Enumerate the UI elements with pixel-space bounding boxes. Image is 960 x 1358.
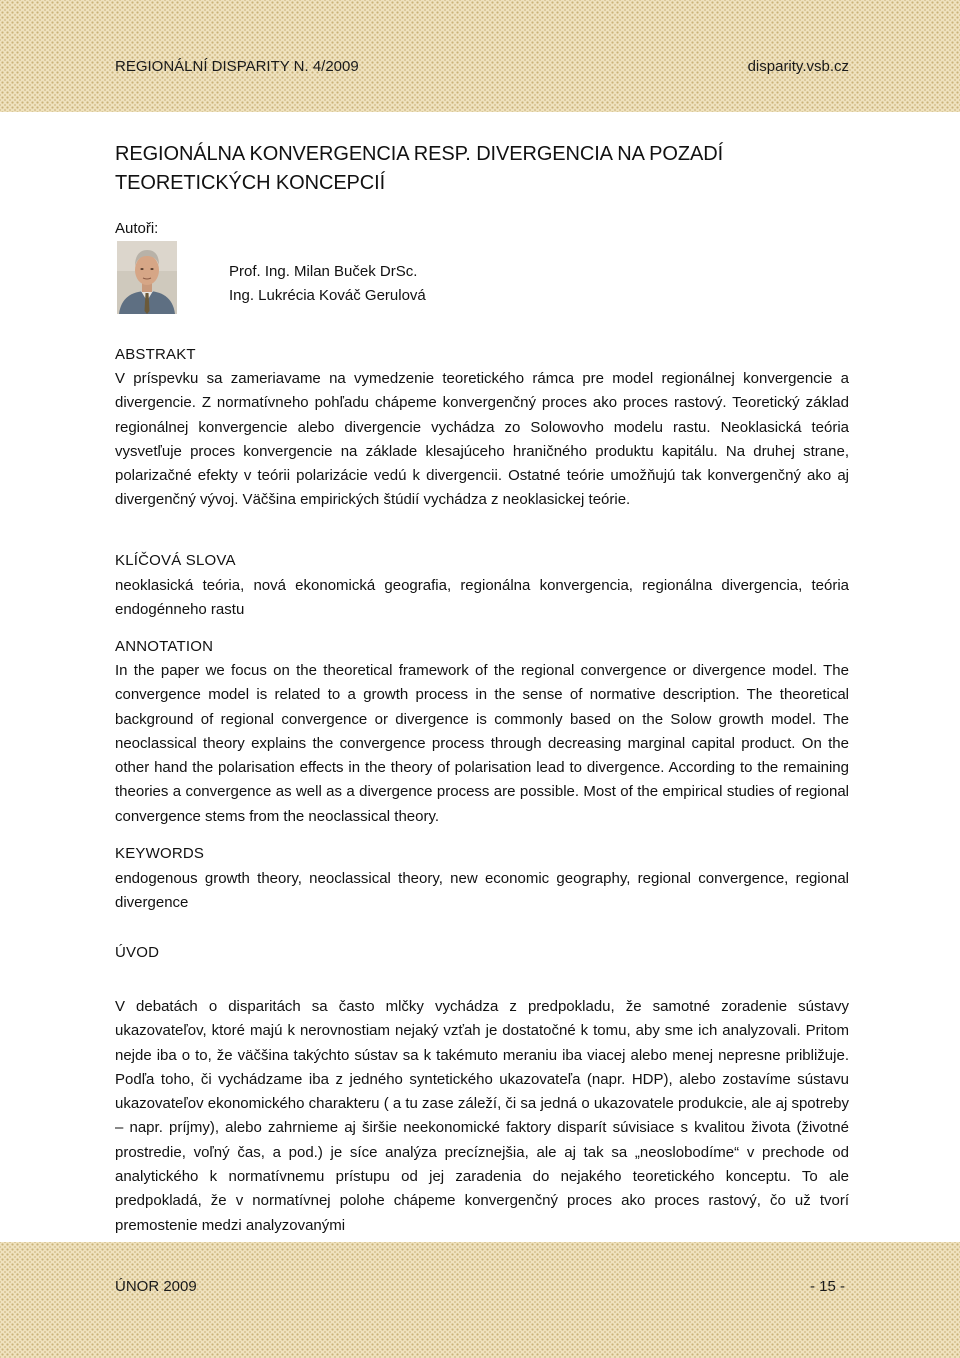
annotation-heading: ANNOTATION xyxy=(115,638,214,655)
keywords-sk-heading: KLÍČOVÁ SLOVA xyxy=(115,552,236,569)
author-photo xyxy=(117,241,177,314)
portrait-photo-icon xyxy=(117,241,177,314)
author-1: Prof. Ing. Milan Buček DrSc. xyxy=(229,263,418,280)
keywords-en-heading: KEYWORDS xyxy=(115,845,205,862)
header-band xyxy=(0,0,960,112)
intro-text: V debatách o disparitách sa často mlčky vychádza z predpokladu, že samotné zoradenie sústavy ukazovateľov, ktoré majú k nerovnostiam nejaký vzťah je dostatočné k tomu, aby sme ich analyzovali. Pritom nejde iba o to, že väčšina takýchto sústav sa k takémuto meraniu iba viacej alebo menej nepresne približuje. Podľa toho, či vychádzame iba z jedného syntetického ukazovateľa (napr. HDP), alebo zostavíme sústavu ukazovateľov ekonomického charakteru ( a tu zase záleží, či sa jedná o ukazovatele produkcie, ale aj spotreby – napr. príjmy), alebo zahrnieme aj širšie neekonomické faktory disparít súvisiace s kvalitou života (životné prostredie, voľný čas, a pod.) je síce analýza precíznejšia, ale aj tak sa „neoslobodíme“ v prechode od analytického k normatívnemu prístupu od jej zaradenia do nejakého teoretického konceptu. To ale predpokladá, že v normatívnej polohe chápeme konvergenčný proces ako proces rastový, čo už tvorí premostenie medzi analyzovanými xyxy=(115,998,849,1234)
footer-date: ÚNOR 2009 xyxy=(115,1278,197,1295)
keywords-sk-text: neoklasická teória, nová ekonomická geografia, regionálna konvergencia, regionálna divergencia, teória endogénneho rastu xyxy=(115,577,849,619)
website-link[interactable]: disparity.vsb.cz xyxy=(747,58,849,75)
abstract-text: V príspevku sa zameriavame na vymedzenie teoretického rámca pre model regionálnej konvergencie a divergencie. Z normatívneho pohľadu chápeme konvergenčný proces ako proces rastový. Teoretický základ regionálnej konvergencie alebo divergencie vychádza zo Solowovho modelu rastu. Neoklasická teória vysvetľuje proces konvergencie na základe klesajúceho hraničného produktu kapitálu. Na druhej strane, polarizačné efekty v teórii polarizácie vedú k divergencii. Ostatné teórie umožňujú tak konvergenčný ako aj divergenčný vývoj. Väčšina empirických štúdií vychádza z neoklasickej teórie. xyxy=(115,370,849,509)
authors-label: Autoři: xyxy=(115,220,159,237)
journal-name: REGIONÁLNÍ DISPARITY N. 4/2009 xyxy=(115,58,359,75)
page-number: - 15 - xyxy=(809,1278,845,1295)
author-2: Ing. Lukrécia Kováč Gerulová xyxy=(229,287,426,304)
abstract-heading: ABSTRAKT xyxy=(115,346,196,363)
article-title: REGIONÁLNA KONVERGENCIA RESP. DIVERGENCIA NA POZADÍ TEORETICKÝCH KONCEPCIÍ xyxy=(115,143,724,194)
intro-heading: ÚVOD xyxy=(115,944,160,961)
annotation-text: In the paper we focus on the theoretical framework of the regional convergence or divergence model. The convergence model is related to a growth process in the sense of normative description. The theoretical background of regional convergence or divergence is commonly based on the Solow growth model. The neoclassical theory explains the convergence process through decreasing marginal capital product. On the other hand the polarisation effects in the theory of polarisation lead to divergence. According to the remaining theories a convergence as well as a divergence process are possible. Most of the empirical studies of regional convergence stems from the neoclassical theory. xyxy=(115,662,849,825)
keywords-en-text: endogenous growth theory, neoclassical theory, new economic geography, regional convergence, regional divergence xyxy=(115,870,849,912)
footer-band xyxy=(0,1242,960,1358)
